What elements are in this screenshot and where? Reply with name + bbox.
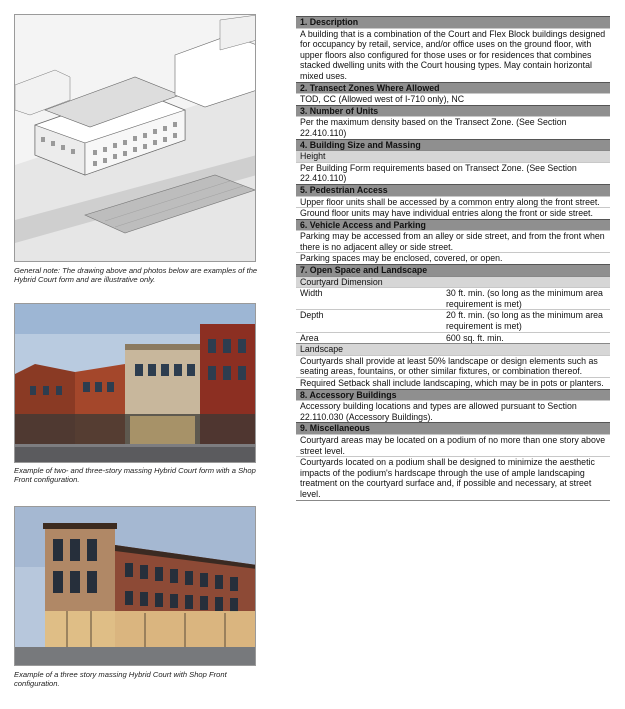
section-1-text: A building that is a combination of the Court and Flex Block buildings designed for occupancy by retail, service, and/or office uses on the ground floor, with upper floors also configured for those uses or for residences that combines stacked dwelling units with the Court housing types. May contain horizontal mixed uses. — [296, 28, 610, 82]
section-8-header: 8. Accessory Buildings — [296, 389, 610, 401]
photo1-caption: Example of two- and three-story massing Hybrid Court form with a Shop Front configuration. — [14, 466, 256, 485]
section-4-header: 4. Building Size and Massing — [296, 139, 610, 151]
section-6-text-1: Parking may be accessed from an alley or side street, and from the front when there is no adjacent alley or side street. — [296, 230, 610, 252]
section-7-text-2: Required Setback shall include landscaping, which may be in pots or planters. — [296, 377, 610, 389]
general-note-caption: General note: The drawing above and photos below are examples of the Hybrid Court form and are illustrative only. — [14, 266, 258, 285]
height-subheader: Height — [296, 150, 610, 162]
courtyard-dimension-subheader: Courtyard Dimension — [296, 276, 610, 288]
corner-building-photo — [14, 506, 256, 666]
depth-label: Depth — [300, 310, 324, 321]
section-7-header: 7. Open Space and Landscape — [296, 264, 610, 276]
depth-row — [296, 309, 610, 331]
section-5-text-2: Ground floor units may have individual entries along the front or side street. — [296, 207, 610, 219]
width-row — [296, 287, 610, 309]
section-1-header: 1. Description — [296, 16, 610, 28]
section-3-header: 3. Number of Units — [296, 105, 610, 117]
section-9-header: 9. Miscellaneous — [296, 422, 610, 434]
section-6-header: 6. Vehicle Access and Parking — [296, 219, 610, 231]
depth-value: 20 ft. min. (so long as the minimum area requirement is met) — [446, 310, 603, 332]
area-row — [296, 332, 610, 344]
standards-table — [296, 16, 610, 501]
section-5-header: 5. Pedestrian Access — [296, 184, 610, 196]
section-4-text: Per Building Form requirements based on Transect Zone. (See Section 22.410.110) — [296, 162, 610, 184]
width-label: Width — [300, 288, 323, 299]
landscape-subheader: Landscape — [296, 343, 610, 355]
street-photo — [14, 303, 256, 463]
section-2-text: TOD, CC (Allowed west of I-710 only), NC — [296, 93, 610, 105]
area-value: 600 sq. ft. min. — [446, 332, 504, 343]
axonometric-drawing — [14, 14, 256, 262]
section-2-header: 2. Transect Zones Where Allowed — [296, 82, 610, 94]
area-label: Area — [300, 332, 319, 343]
section-3-text: Per the maximum density based on the Transect Zone. (See Section 22.410.110) — [296, 116, 610, 138]
section-6-text-2: Parking spaces may be enclosed, covered, or open. — [296, 252, 610, 264]
section-7-text-1: Courtyards shall provide at least 50% landscape or design elements such as seating areas, fountains, or other similar fixtures, or combination thereof. — [296, 355, 610, 377]
section-9-text-2: Courtyards located on a podium shall be designed to minimize the aesthetic impacts of the podium's hardscape through the use of ample landscaping treatment on the courtyard surface and, if possible and necessary, at street level. — [296, 456, 610, 499]
photo2-caption: Example of a three story massing Hybrid Court with Shop Front configuration. — [14, 670, 227, 689]
section-8-text: Accessory building locations and types are allowed pursuant to Section 22.110.030 (Accessory Buildings). — [296, 400, 610, 422]
table-bottom-rule — [296, 500, 610, 501]
width-value: 30 ft. min. (so long as the minimum area requirement is met) — [446, 288, 603, 309]
section-9-text-1: Courtyard areas may be located on a podium of no more than one story above street level. — [296, 434, 610, 456]
section-5-text-1: Upper floor units shall be accessed by a common entry along the front street. — [296, 196, 610, 208]
